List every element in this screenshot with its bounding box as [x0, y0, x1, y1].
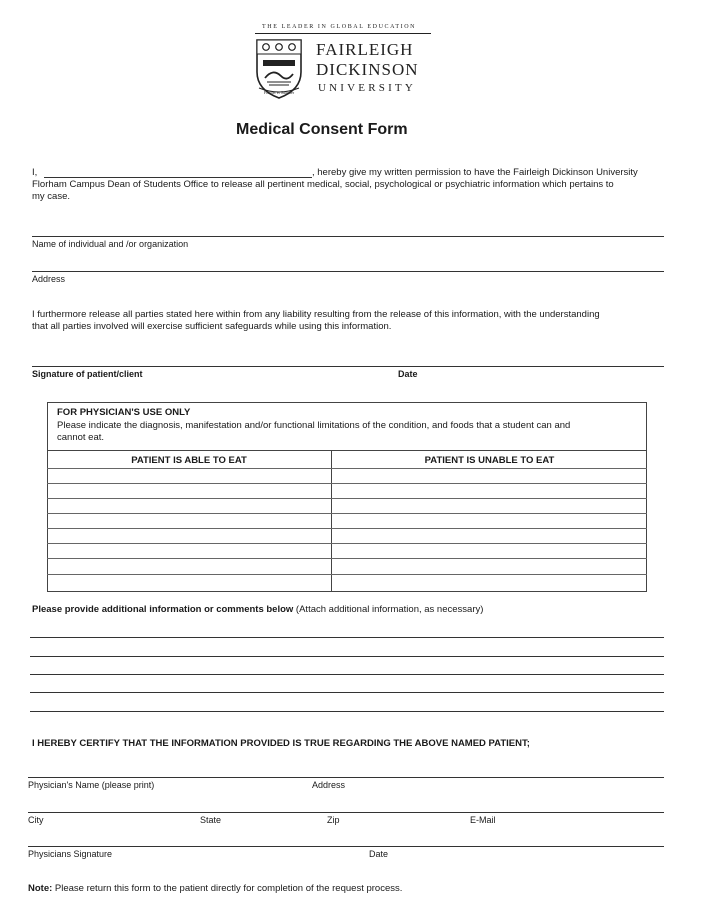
state-label: State	[200, 815, 222, 825]
city-state-zip-line[interactable]	[28, 812, 664, 813]
certify-statement: I HEREBY CERTIFY THAT THE INFORMATION PROVIDED IS TRUE REGARDING THE ABOVE NAMED PATIENT;	[32, 738, 530, 749]
table-row[interactable]	[47, 468, 647, 469]
zip-label: Zip	[327, 815, 340, 825]
column-header-unable: PATIENT IS UNABLE TO EAT	[424, 455, 555, 466]
comment-line[interactable]	[30, 674, 664, 675]
physician-date-label: Date	[369, 849, 389, 859]
consenter-name-line[interactable]	[44, 177, 312, 178]
physician-signature-label: Physicians Signature	[28, 849, 113, 859]
table-row[interactable]	[47, 558, 647, 559]
comments-heading-bold: Please provide additional information or comments below	[32, 604, 294, 615]
physician-box-line-1: Please indicate the diagnosis, manifestation and/or functional limitations of the condition, and foods that a student can and	[57, 420, 571, 431]
physician-box-line-2: cannot eat.	[57, 432, 105, 443]
comments-heading	[32, 604, 483, 616]
physician-box-heading: FOR PHYSICIAN'S USE ONLY	[57, 407, 191, 418]
logo-rule	[255, 33, 431, 34]
table-row[interactable]	[47, 543, 647, 544]
table-top-rule	[47, 450, 647, 451]
email-label: E-Mail	[470, 815, 496, 825]
table-row[interactable]	[47, 513, 647, 514]
table-column-divider	[331, 450, 332, 592]
patient-date-label: Date	[398, 369, 418, 379]
physician-name-label: Physician's Name (please print)	[28, 780, 155, 790]
physician-signature-line[interactable]	[28, 846, 664, 847]
comment-line[interactable]	[30, 637, 664, 638]
comments-heading-note: (Attach additional information, as necessary)	[293, 604, 484, 615]
release-line-1: I furthermore release all parties stated here within from any liability resulting from the release of this information, with the understanding	[32, 309, 600, 320]
name-field-line[interactable]	[32, 236, 664, 237]
table-row[interactable]	[47, 528, 647, 529]
patient-signature-line[interactable]	[32, 366, 664, 367]
intro-line-1: , hereby give my written permission to have the Fairleigh Dickinson University	[312, 167, 638, 178]
column-header-able: PATIENT IS ABLE TO EAT	[131, 455, 247, 466]
address-field-line[interactable]	[32, 271, 664, 272]
address-field-label: Address	[32, 274, 66, 284]
table-row[interactable]	[47, 498, 647, 499]
logo-university: UNIVERSITY	[318, 82, 416, 94]
note-text: Please return this form to the patient directly for completion of the request process.	[52, 883, 403, 894]
release-line-2: that all parties involved will exercise sufficient safeguards while using this information.	[32, 321, 392, 332]
patient-signature-label: Signature of patient/client	[32, 369, 143, 379]
city-label: City	[28, 815, 44, 825]
physician-address-label: Address	[312, 780, 346, 790]
page-title: Medical Consent Form	[236, 121, 408, 138]
logo-fairleigh: FAIRLEIGH	[316, 40, 414, 59]
physician-name-line[interactable]	[28, 777, 664, 778]
table-row[interactable]	[47, 483, 647, 484]
comment-line[interactable]	[30, 692, 664, 693]
note-label: Note:	[28, 883, 53, 894]
table-row[interactable]	[47, 574, 647, 575]
shield-motto: Fortiter et Suaviter	[263, 90, 295, 95]
comment-line[interactable]	[30, 711, 664, 712]
intro-prefix: I,	[32, 167, 38, 178]
comment-line[interactable]	[30, 656, 664, 657]
logo-dickinson: DICKINSON	[316, 60, 419, 79]
intro-line-3: my case.	[32, 191, 71, 202]
name-field-label: Name of individual and /or organization	[32, 239, 189, 249]
footer-note	[28, 883, 402, 895]
logo-tagline: THE LEADER IN GLOBAL EDUCATION	[262, 24, 417, 30]
intro-line-2: Florham Campus Dean of Students Office to release all pertinent medical, social, psychological or psychiatric information which pertains to	[32, 179, 614, 190]
